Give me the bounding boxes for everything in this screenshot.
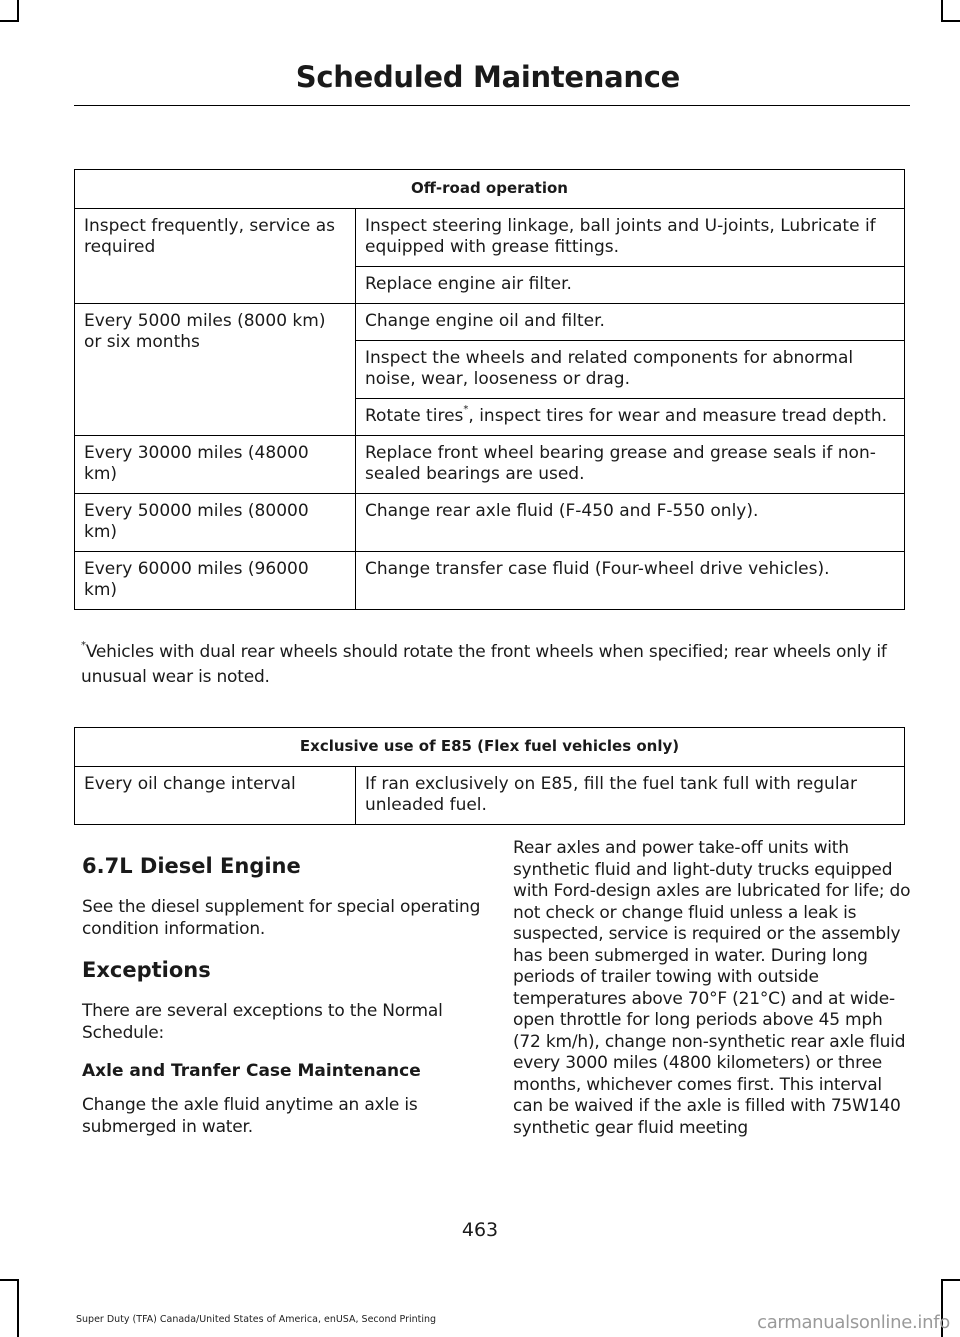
page-number: 463 [461, 1219, 499, 1241]
table-row [75, 209, 905, 267]
table-header-row [75, 170, 905, 209]
interval-cell: Every 5000 miles (8000 km) or six months [75, 304, 356, 436]
watermark: carmanualsonline.info [757, 1312, 950, 1333]
crop-mark [941, 0, 943, 22]
left-column [82, 852, 482, 1154]
exceptions-text: There are several exceptions to the Normal Schedule: [82, 1001, 443, 1043]
interval-cell: Every oil change interval [75, 767, 356, 825]
action-cell: If ran exclusively on E85, fill the fuel tank full with regular unleaded fuel. [356, 767, 905, 825]
footer-printing-info: Super Duty (TFA) Canada/United States of America, enUSA, Second Printing [76, 1314, 437, 1325]
action-cell [356, 399, 905, 436]
rotate-text-rest: , inspect tires for wear and measure tread depth. [468, 406, 888, 426]
crop-mark [941, 1279, 960, 1281]
crop-mark [17, 0, 19, 22]
action-cell: Replace front wheel bearing grease and grease seals if non-sealed bearings are used. [356, 436, 905, 494]
axle-maintenance-heading: Axle and Tranfer Case Maintenance [82, 1061, 421, 1081]
table-heading: Exclusive use of E85 (Flex fuel vehicles only) [75, 728, 905, 767]
table-row [75, 494, 905, 552]
exceptions-heading: Exceptions [82, 958, 211, 982]
interval-cell: Every 60000 miles (96000 km) [75, 552, 356, 610]
table-heading: Off-road operation [75, 170, 905, 209]
right-column [513, 838, 913, 1155]
crop-mark [941, 20, 960, 22]
table-row [75, 436, 905, 494]
footnote-mark: * [81, 640, 86, 652]
action-cell: Inspect steering linkage, ball joints and U-joints, Lubricate if equipped with grease fittings. [356, 209, 905, 267]
page-title: Scheduled Maintenance [295, 60, 680, 94]
diesel-engine-text: See the diesel supplement for special operating condition information. [82, 897, 481, 939]
footnote-text: Vehicles with dual rear wheels should rotate the front wheels when specified; rear wheels only if unusual wear is noted. [81, 642, 887, 687]
action-cell: Change rear axle fluid (F-450 and F-550 only). [356, 494, 905, 552]
action-cell: Change transfer case fluid (Four-wheel drive vehicles). [356, 552, 905, 610]
table-header-row [75, 728, 905, 767]
action-cell: Inspect the wheels and related components for abnormal noise, wear, looseness or drag. [356, 341, 905, 399]
crop-mark [17, 1279, 19, 1337]
crop-mark [0, 1279, 19, 1281]
title-divider [74, 105, 910, 106]
axle-maintenance-text: Change the axle fluid anytime an axle is submerged in water. [82, 1095, 418, 1137]
footnote-mark: * [463, 404, 469, 416]
interval-cell: Inspect frequently, service as required [75, 209, 356, 304]
action-cell: Replace engine air filter. [356, 267, 905, 304]
crop-mark [0, 20, 19, 22]
rear-axle-paragraph: Rear axles and power take-off units with synthetic fluid and light-duty trucks equipped with Ford-design axles are lubricated for life; do not check or change fluid unless a leak is suspected, service is required or the assembly has been submerged in water. During long periods of trailer towing with outside temperatures above 70°F (21°C) and at wide-open throttle for long periods above 45 mph (72 km/h), change non-synthetic rear axle fluid every 3000 miles (4800 kilometers) or three months, whichever comes first. This interval can be waived if the axle is filled with 75W140 synthetic gear fluid meeting [513, 838, 911, 1138]
offroad-maintenance-table [74, 169, 905, 610]
table-row [75, 304, 905, 341]
interval-cell: Every 50000 miles (80000 km) [75, 494, 356, 552]
e85-maintenance-table [74, 727, 905, 825]
diesel-engine-heading: 6.7L Diesel Engine [82, 854, 301, 878]
interval-cell: Every 30000 miles (48000 km) [75, 436, 356, 494]
action-cell: Change engine oil and filter. [356, 304, 905, 341]
rotate-text: Rotate tires [365, 406, 464, 426]
table-row [75, 767, 905, 825]
table-row [75, 552, 905, 610]
footnote [81, 640, 911, 690]
